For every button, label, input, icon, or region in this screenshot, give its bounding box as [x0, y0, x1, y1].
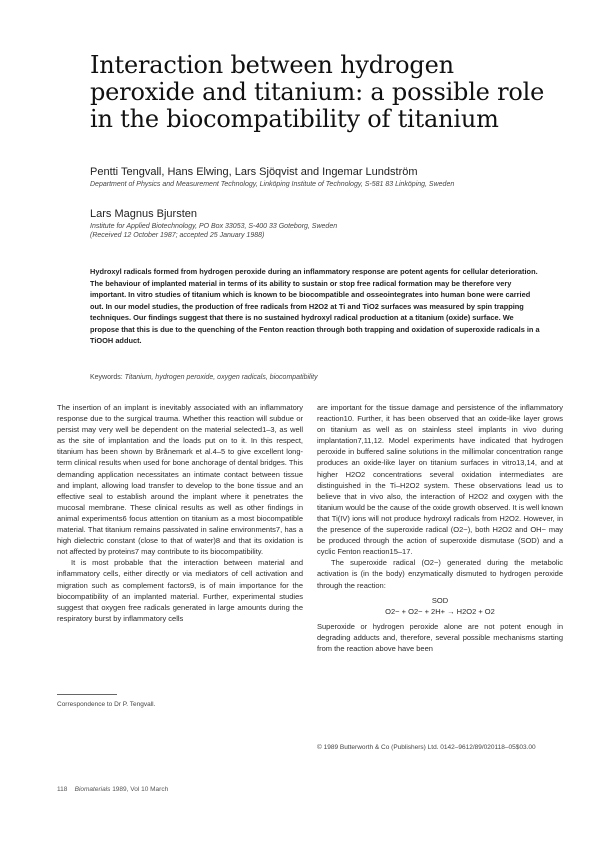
journal-volume: 1989, Vol 10 March — [112, 786, 169, 793]
equation-main: O2− + O2− + 2H+ → H2O2 + O2 — [385, 606, 495, 616]
reaction-equation — [317, 595, 563, 617]
authors-group-2: Lars Magnus Bjursten — [90, 208, 197, 220]
journal-name: Biomaterials — [74, 786, 111, 793]
keywords-list: Titanium, hydrogen peroxide, oxygen radicals, biocompatibility — [124, 374, 318, 381]
body-column-right — [317, 402, 563, 654]
body-column-left — [57, 402, 303, 624]
affiliation-1: Department of Physics and Measurement Technology, Linköping Institute of Technology, S-581 83 Linköping, Sweden — [90, 181, 455, 188]
keywords — [90, 374, 318, 381]
abstract: Hydroxyl radicals formed from hydrogen peroxide during an inflammatory response are potent agents for cellular deterioration. The behaviour of implanted material in terms of its ability to sustain or stop free radical formation may be therefore very important. In vitro studies of titanium which is known to be biocompatible and osseointegrates into human bone were carried out. In our model studies, the production of free radicals from H2O2 at Ti and TiO2 surfaces was measured by spin trapping techniques. Our findings suggest that there is no sustained hydroxyl radical production at a titanium (oxide) surface. We propose that this is due to the quenching of the Fenton reaction through both trapping and oxidation of superoxide radicals in a TiOOH adduct. — [90, 267, 540, 345]
received-dates: (Received 12 October 1987; accepted 25 January 1988) — [90, 232, 265, 239]
copyright-line: © 1989 Butterworth & Co (Publishers) Ltd. 0142–9612/89/020118–05$03.00 — [317, 744, 536, 751]
paragraph-3: are important for the tissue damage and persistence of the inflammatory reaction10. Further, it has been observed that an oxide-like layer grows on titanium as well as on stainless steel implants in vivo during implantation7,11,12. Model experiments have indicated that hydrogen peroxide in buffered saline solutions in the millimolar concentration range produces an oxide-like layer on titanium surfaces in vitro13,14, and at higher H2O2 concentrations several oxidation intermediates are distinguished in the Ti–H2O2 system. These observations lead us to believe that in vivo also, the interaction of H2O2 and oxygen with the titanium would be the cause of the oxide growth observed. It is well known that Ti(IV) ions will not produce hydroxyl radicals from H2O2. However, in the presence of the superoxide radical (O2−), both H2O2 and OH− may be produced through the action of superoxide dismutase (SOD) and a cyclic Fenton reaction15–17. — [317, 403, 563, 557]
footnote-rule — [57, 694, 117, 695]
paragraph-5: Superoxide or hydrogen peroxide alone are not potent enough in degrading adducts and, therefore, several possible mechanisms starting from the reaction above have been — [317, 621, 563, 653]
affiliation-2: Institute for Applied Biotechnology, PO Box 33053, S-400 33 Goteborg, Sweden — [90, 223, 338, 230]
keywords-label: Keywords: — [90, 374, 123, 381]
equation-enzyme: SOD — [431, 595, 449, 605]
authors-group-1: Pentti Tengvall, Hans Elwing, Lars Sjöqvist and Ingemar Lundström — [90, 166, 418, 178]
correspondence-note: Correspondence to Dr P. Tengvall. — [57, 701, 156, 708]
page-footer — [57, 786, 168, 793]
page-number: 118 — [57, 786, 68, 793]
paragraph-4: The superoxide radical (O2−) generated during the metabolic activation is (in the body) enzymatically dismuted to hydrogen peroxide through the reaction: — [317, 558, 563, 590]
paragraph-1: The insertion of an implant is inevitably associated with an inflammatory response due to the surgical trauma. Whether this reaction will subdue or persist may very well be dependent on the material selected1–3, as well as the site of implantation and the loads put on to it. In this respect, titanium has been shown by Brånemark et al.4–5 to give excellent long-term clinical results when used for bone anchorage of dental bridges. This demanding application necessitates an intimate contact between tissue and implant, allowing load transfer to develop to the bone tissue and an effective seal to establish around the implant where it penetrates the mucosal membrane. These clinical results as well as other findings in animal experiments6 focus attention on titanium as a most biocompatible material. That titanium remains passivated in saline environments7, has a high dielectric constant (close to that of water)8 and that its oxidation is not affected by proteins7 may contribute to its biocompatibility. — [57, 403, 303, 557]
paragraph-2: It is most probable that the interaction between material and inflammatory cells, either directly or via mediators of cell activation and migration such as complement factors9, is of main importance for the biocompatibility of an implanted material. Further, experimental studies suggest that oxygen free radicals generated in large amounts during the respiratory burst by inflammatory cells — [57, 558, 303, 623]
article-title: Interaction between hydrogen peroxide and titanium: a possible role in the biocompatibility of titanium — [90, 51, 545, 133]
